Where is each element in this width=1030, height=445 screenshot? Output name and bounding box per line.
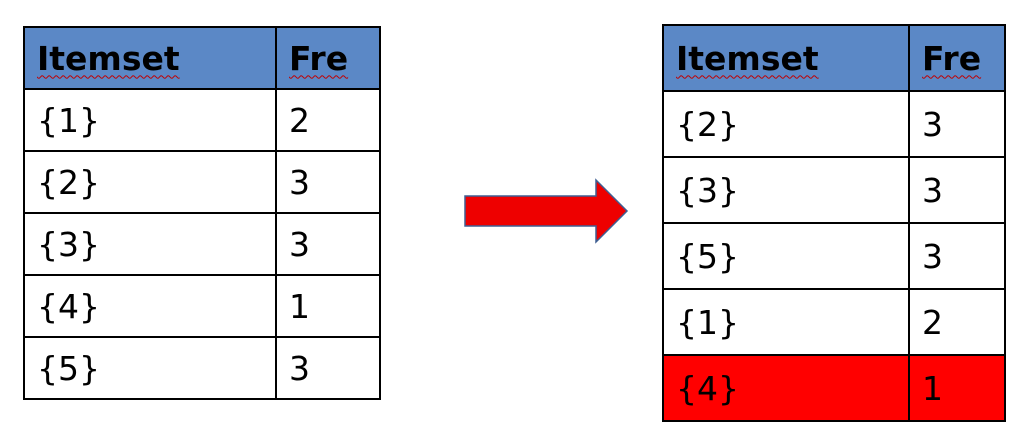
fre-cell: 3 [909,157,1005,223]
table-row [24,337,380,399]
itemset-cell: {3} [663,157,909,223]
itemset-cell: {2} [24,151,276,213]
itemset-cell: {5} [663,223,909,289]
itemset-cell: {4} [663,355,909,421]
table-row [24,89,380,151]
fre-cell: 2 [909,289,1005,355]
arrow-shape [465,180,627,242]
right-arrow-icon [462,178,630,244]
table-row [663,91,1005,157]
table-header-row [663,25,1005,91]
itemset-cell: {4} [24,275,276,337]
header-itemset: Itemset [24,27,276,89]
table-row [24,151,380,213]
fre-cell: 1 [276,275,380,337]
fre-cell: 3 [276,213,380,275]
fre-cell: 3 [276,151,380,213]
itemset-cell: {1} [24,89,276,151]
fre-cell: 1 [909,355,1005,421]
table-row [663,223,1005,289]
fre-cell: 3 [909,223,1005,289]
fre-cell: 3 [276,337,380,399]
table-row [663,157,1005,223]
fre-cell: 2 [276,89,380,151]
right-itemset-table [662,24,1006,422]
table-row [24,213,380,275]
fre-cell: 3 [909,91,1005,157]
table-row-highlighted [663,355,1005,421]
table-row [24,275,380,337]
itemset-cell: {2} [663,91,909,157]
itemset-cell: {3} [24,213,276,275]
left-itemset-table [23,26,381,400]
table-header-row [24,27,380,89]
itemset-cell: {1} [663,289,909,355]
table-row [663,289,1005,355]
header-itemset: Itemset [663,25,909,91]
itemset-cell: {5} [24,337,276,399]
header-fre: Fre [909,25,1005,91]
header-fre: Fre [276,27,380,89]
